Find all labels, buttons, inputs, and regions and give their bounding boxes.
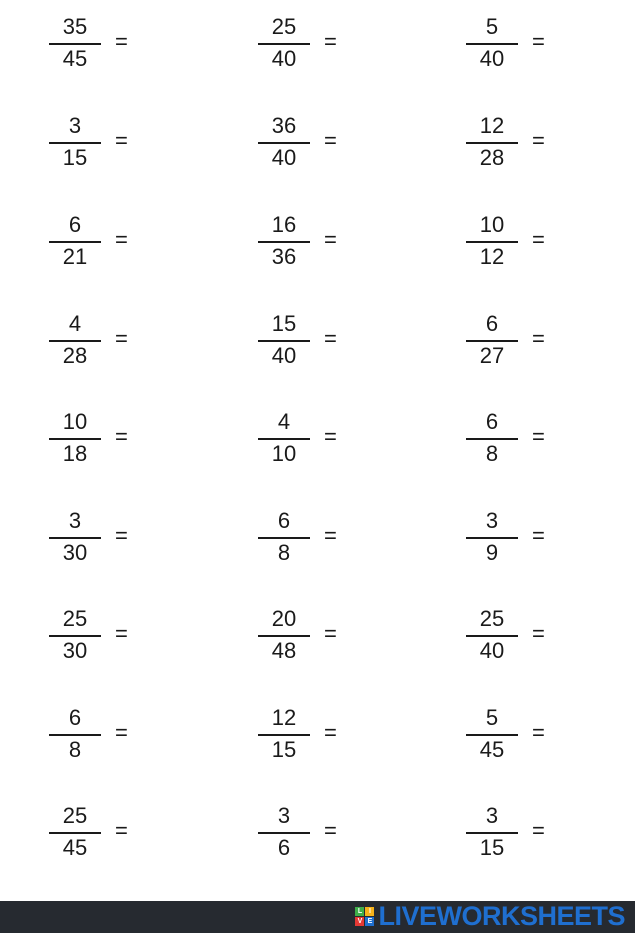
fraction-bar [466,142,518,144]
numerator: 4 [277,409,291,434]
logo-tile: I [365,907,374,916]
denominator: 28 [62,343,88,368]
fraction-problem [466,311,586,381]
fraction-problem [49,409,169,479]
denominator: 9 [485,540,499,565]
numerator: 6 [485,409,499,434]
fraction-problem [466,705,586,775]
numerator: 25 [479,606,505,631]
denominator: 18 [62,441,88,466]
equals-sign: = [115,128,128,153]
equals-sign: = [532,424,545,449]
denominator: 30 [62,638,88,663]
equals-sign: = [115,29,128,54]
fraction-problem [49,803,169,873]
denominator: 45 [479,737,505,762]
equals-sign: = [532,720,545,745]
fraction-problem [258,508,378,578]
numerator: 3 [68,113,82,138]
logo-tile: L [355,907,364,916]
fraction [466,705,518,775]
fraction-problem [258,606,378,676]
fraction-problem [466,803,586,873]
fraction-problem [466,409,586,479]
problem-row [0,212,635,282]
fraction [49,311,101,381]
fraction-problem [258,212,378,282]
problem-row [0,409,635,479]
denominator: 40 [479,46,505,71]
brand-name: LIVEWORKSHEETS [378,901,625,931]
fraction-bar [49,832,101,834]
numerator: 3 [277,803,291,828]
denominator: 45 [62,46,88,71]
denominator: 21 [62,244,88,269]
logo-tile: V [355,917,364,926]
fraction-bar [466,241,518,243]
fraction-bar [49,340,101,342]
fraction-bar [258,241,310,243]
numerator: 12 [271,705,297,730]
equals-sign: = [532,621,545,646]
fraction [258,409,310,479]
fraction [258,212,310,282]
fraction-bar [466,340,518,342]
fraction-bar [466,43,518,45]
equals-sign: = [532,227,545,252]
fraction [258,705,310,775]
denominator: 27 [479,343,505,368]
denominator: 28 [479,145,505,170]
fraction [258,803,310,873]
fraction-problem [466,113,586,183]
equals-sign: = [324,818,337,843]
fraction-problem [49,705,169,775]
fraction-problem [466,508,586,578]
equals-sign: = [532,326,545,351]
fraction [466,409,518,479]
denominator: 10 [271,441,297,466]
fraction [466,606,518,676]
denominator: 30 [62,540,88,565]
fraction [49,705,101,775]
numerator: 25 [271,14,297,39]
fraction-bar [258,438,310,440]
fraction-problem [49,14,169,84]
denominator: 15 [271,737,297,762]
equals-sign: = [115,523,128,548]
denominator: 36 [271,244,297,269]
problem-row [0,14,635,84]
equals-sign: = [115,720,128,745]
fraction-problem [466,606,586,676]
problem-row [0,803,635,873]
footer-bar [0,901,635,933]
fraction [258,606,310,676]
fraction-problem [258,409,378,479]
equals-sign: = [115,227,128,252]
denominator: 40 [271,46,297,71]
fraction-problem [258,311,378,381]
fraction-bar [49,635,101,637]
fraction-bar [258,832,310,834]
equals-sign: = [324,621,337,646]
fraction [258,14,310,84]
numerator: 10 [62,409,88,434]
numerator: 15 [271,311,297,336]
fraction [466,803,518,873]
fraction-bar [49,43,101,45]
fraction-bar [258,734,310,736]
equals-sign: = [532,29,545,54]
problem-row [0,311,635,381]
fraction [49,803,101,873]
fraction-bar [258,635,310,637]
fraction [466,311,518,381]
fraction [49,409,101,479]
fraction-problem [466,212,586,282]
denominator: 12 [479,244,505,269]
numerator: 3 [68,508,82,533]
equals-sign: = [532,818,545,843]
numerator: 6 [68,212,82,237]
numerator: 6 [68,705,82,730]
equals-sign: = [532,128,545,153]
liveworksheets-brand[interactable] [355,902,625,930]
logo-tile: E [365,917,374,926]
fraction-bar [258,340,310,342]
fraction-bar [258,537,310,539]
fraction-problem [466,14,586,84]
equals-sign: = [324,720,337,745]
numerator: 35 [62,14,88,39]
fraction-problem [258,803,378,873]
fraction-bar [466,537,518,539]
equals-sign: = [324,227,337,252]
denominator: 6 [277,835,291,860]
fraction [49,113,101,183]
numerator: 6 [485,311,499,336]
equals-sign: = [324,128,337,153]
denominator: 8 [277,540,291,565]
equals-sign: = [115,326,128,351]
equals-sign: = [324,424,337,449]
numerator: 10 [479,212,505,237]
fraction [258,311,310,381]
equals-sign: = [324,523,337,548]
numerator: 5 [485,705,499,730]
denominator: 40 [271,343,297,368]
fraction-bar [466,635,518,637]
denominator: 48 [271,638,297,663]
denominator: 40 [271,145,297,170]
fraction [466,508,518,578]
denominator: 45 [62,835,88,860]
fraction [49,212,101,282]
fraction [49,14,101,84]
denominator: 15 [62,145,88,170]
numerator: 3 [485,803,499,828]
fraction-problem [258,113,378,183]
numerator: 25 [62,803,88,828]
fraction-bar [49,438,101,440]
fraction [49,606,101,676]
fraction-bar [466,734,518,736]
denominator: 8 [68,737,82,762]
fraction-bar [466,438,518,440]
problem-row [0,113,635,183]
fraction-problem [49,606,169,676]
fraction [466,212,518,282]
equals-sign: = [115,621,128,646]
equals-sign: = [115,424,128,449]
fraction-bar [49,537,101,539]
denominator: 40 [479,638,505,663]
equals-sign: = [532,523,545,548]
numerator: 36 [271,113,297,138]
fraction-problem [258,14,378,84]
numerator: 5 [485,14,499,39]
fraction-problem [49,508,169,578]
fraction [258,508,310,578]
fraction-problem [258,705,378,775]
fraction-bar [49,734,101,736]
denominator: 8 [485,441,499,466]
equals-sign: = [324,29,337,54]
numerator: 16 [271,212,297,237]
denominator: 15 [479,835,505,860]
fraction-bar [466,832,518,834]
fraction-problem [49,311,169,381]
problem-row [0,508,635,578]
fraction-problem [49,113,169,183]
fraction-problem [49,212,169,282]
fraction [466,113,518,183]
fraction-bar [258,43,310,45]
equals-sign: = [324,326,337,351]
fraction-bar [258,142,310,144]
fraction-bar [49,241,101,243]
numerator: 25 [62,606,88,631]
fraction [466,14,518,84]
numerator: 20 [271,606,297,631]
numerator: 12 [479,113,505,138]
numerator: 4 [68,311,82,336]
fraction [49,508,101,578]
numerator: 3 [485,508,499,533]
problem-row [0,705,635,775]
liveworksheets-logo-icon [355,907,374,926]
problem-row [0,606,635,676]
fraction-bar [49,142,101,144]
numerator: 6 [277,508,291,533]
equals-sign: = [115,818,128,843]
fraction [258,113,310,183]
